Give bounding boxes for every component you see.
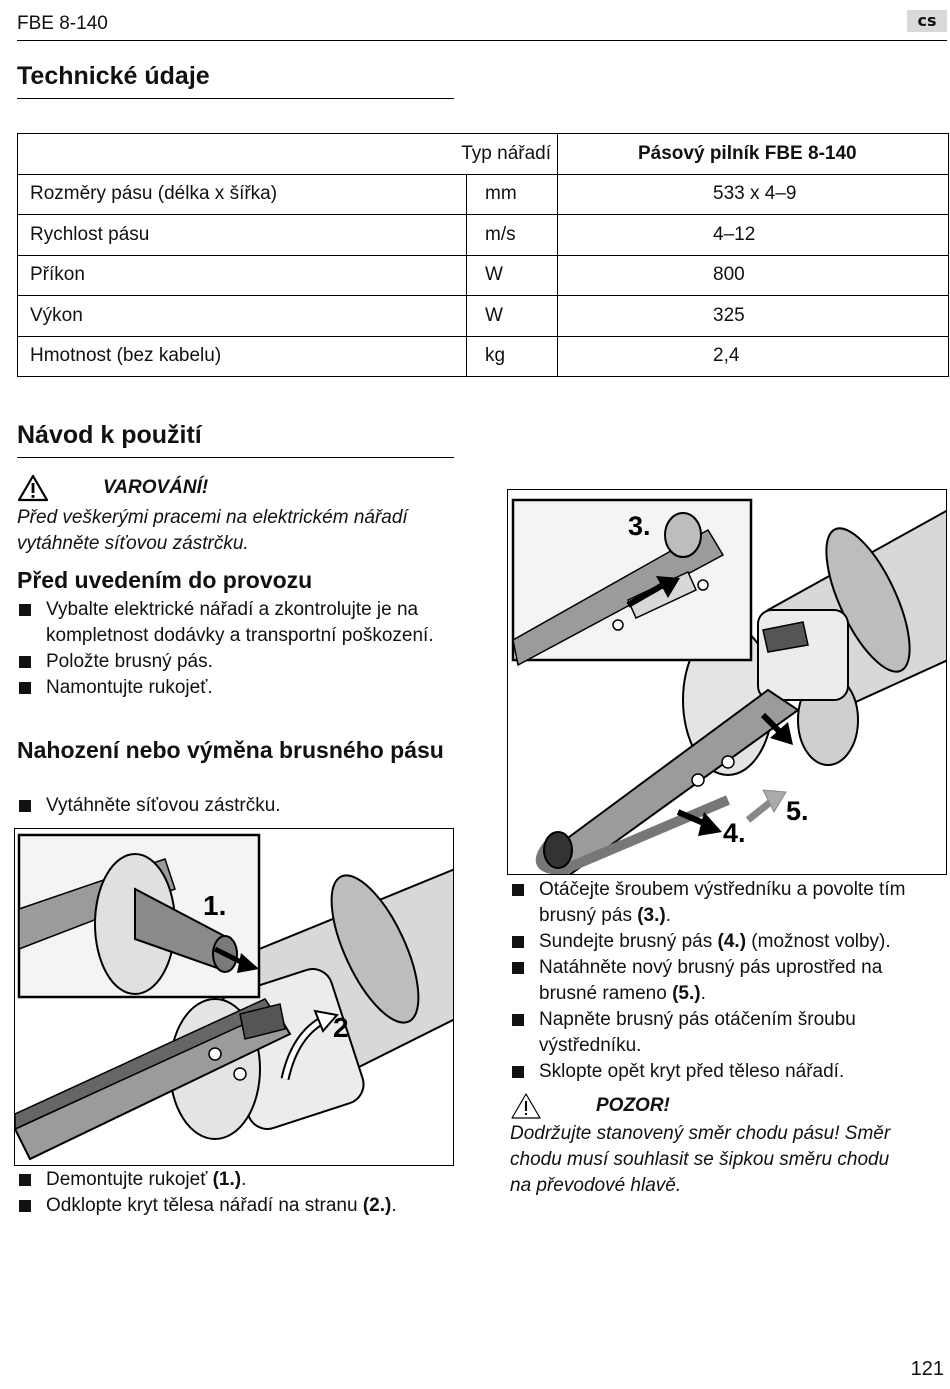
spec-name: Hmotnost (bez kabelu) — [18, 336, 467, 377]
list-item: Otáčejte šroubem výstředníku a povolte tím brusný pás (3.). — [510, 877, 940, 929]
spec-unit: m/s — [467, 215, 558, 256]
caution-header — [510, 1092, 670, 1120]
spec-value: 800 — [558, 255, 949, 296]
caution-triangle-icon — [510, 1092, 542, 1120]
section-rule — [17, 457, 454, 458]
list-item: Sundejte brusný pás (4.) (možnost volby). — [510, 929, 940, 955]
heading-belt-change: Nahození nebo výměna brusného pásu — [17, 737, 444, 763]
page-header — [17, 10, 947, 41]
spec-unit: W — [467, 255, 558, 296]
spec-value: 325 — [558, 296, 949, 337]
figure-step-label: 1. — [203, 890, 227, 921]
list-item: Napněte brusný pás otáčením šroubu výstředníku. — [510, 1007, 940, 1059]
heading-before-use: Před uvedením do provozu — [17, 567, 313, 593]
figure-step-label: 5. — [786, 796, 809, 826]
warning-header — [17, 474, 208, 502]
list-item: Natáhněte nový brusný pás uprostřed na brusné rameno (5.). — [510, 955, 940, 1007]
caution-text-line: na převodové hlavě. — [510, 1175, 682, 1196]
figure-step-label: 4. — [723, 818, 746, 848]
figure-handle-removal — [14, 828, 454, 1166]
spec-name: Výkon — [18, 296, 467, 337]
caution-text — [510, 1121, 890, 1199]
warning-triangle-icon — [17, 474, 49, 502]
spec-unit: W — [467, 296, 558, 337]
list-item: Demontujte rukojeť (1.). — [17, 1167, 457, 1193]
caution-text-line: chodu musí souhlasit se šipkou směru chodu — [510, 1149, 890, 1170]
warning-text — [17, 505, 408, 557]
spec-name: Příkon — [18, 255, 467, 296]
table-row — [18, 134, 949, 175]
table-row — [18, 255, 949, 296]
figure-step-label: 2 — [333, 1012, 349, 1043]
section-title-technical-data: Technické údaje — [17, 62, 210, 90]
figure-belt-replacement — [507, 489, 947, 875]
list-item: Sklopte opět kryt před těleso nářadí. — [510, 1059, 940, 1085]
list-item: Odklopte kryt tělesa nářadí na stranu (2.). — [17, 1193, 457, 1219]
tool-type-value: Pásový pilník FBE 8-140 — [558, 134, 949, 175]
language-badge: cs — [907, 10, 947, 32]
list-item: Vybalte elektrické nářadí a zkontrolujte je na kompletnost dodávky a transportní poškození. — [17, 597, 457, 649]
spec-name: Rozměry pásu (délka x šířka) — [18, 174, 467, 215]
spec-value: 533 x 4–9 — [558, 174, 949, 215]
before-use-list — [17, 597, 457, 701]
spec-value: 2,4 — [558, 336, 949, 377]
list-item: Vytáhněte síťovou zástrčku. — [17, 793, 457, 819]
spec-name: Rychlost pásu — [18, 215, 467, 256]
section-title-usage: Návod k použití — [17, 421, 202, 449]
caution-label: POZOR! — [596, 1095, 670, 1116]
figure-step-label: 3. — [628, 511, 651, 541]
spec-value: 4–12 — [558, 215, 949, 256]
belt-steps-list — [510, 877, 940, 1085]
table-row — [18, 296, 949, 337]
warning-text-line: vytáhněte síťovou zástrčku. — [17, 533, 249, 554]
spec-unit: kg — [467, 336, 558, 377]
section-rule — [17, 98, 454, 99]
spec-table — [17, 133, 949, 377]
spec-unit: mm — [467, 174, 558, 215]
page-number: 121 — [910, 1358, 944, 1380]
belt-change-list — [17, 793, 457, 819]
handle-steps-list — [17, 1167, 457, 1219]
caution-text-line: Dodržujte stanovený směr chodu pásu! Směr — [510, 1123, 891, 1144]
list-item: Namontujte rukojeť. — [17, 675, 457, 701]
warning-label: VAROVÁNÍ! — [103, 477, 209, 498]
tool-type-label: Typ nářadí — [18, 134, 558, 175]
table-row — [18, 336, 949, 377]
tool-illustration-2 — [508, 490, 947, 875]
table-row — [18, 215, 949, 256]
list-item: Položte brusný pás. — [17, 649, 457, 675]
tool-illustration-1 — [15, 829, 454, 1166]
warning-text-line: Před veškerými pracemi na elektrickém nářadí — [17, 507, 408, 528]
document-title: FBE 8-140 — [17, 13, 108, 34]
table-row — [18, 174, 949, 215]
